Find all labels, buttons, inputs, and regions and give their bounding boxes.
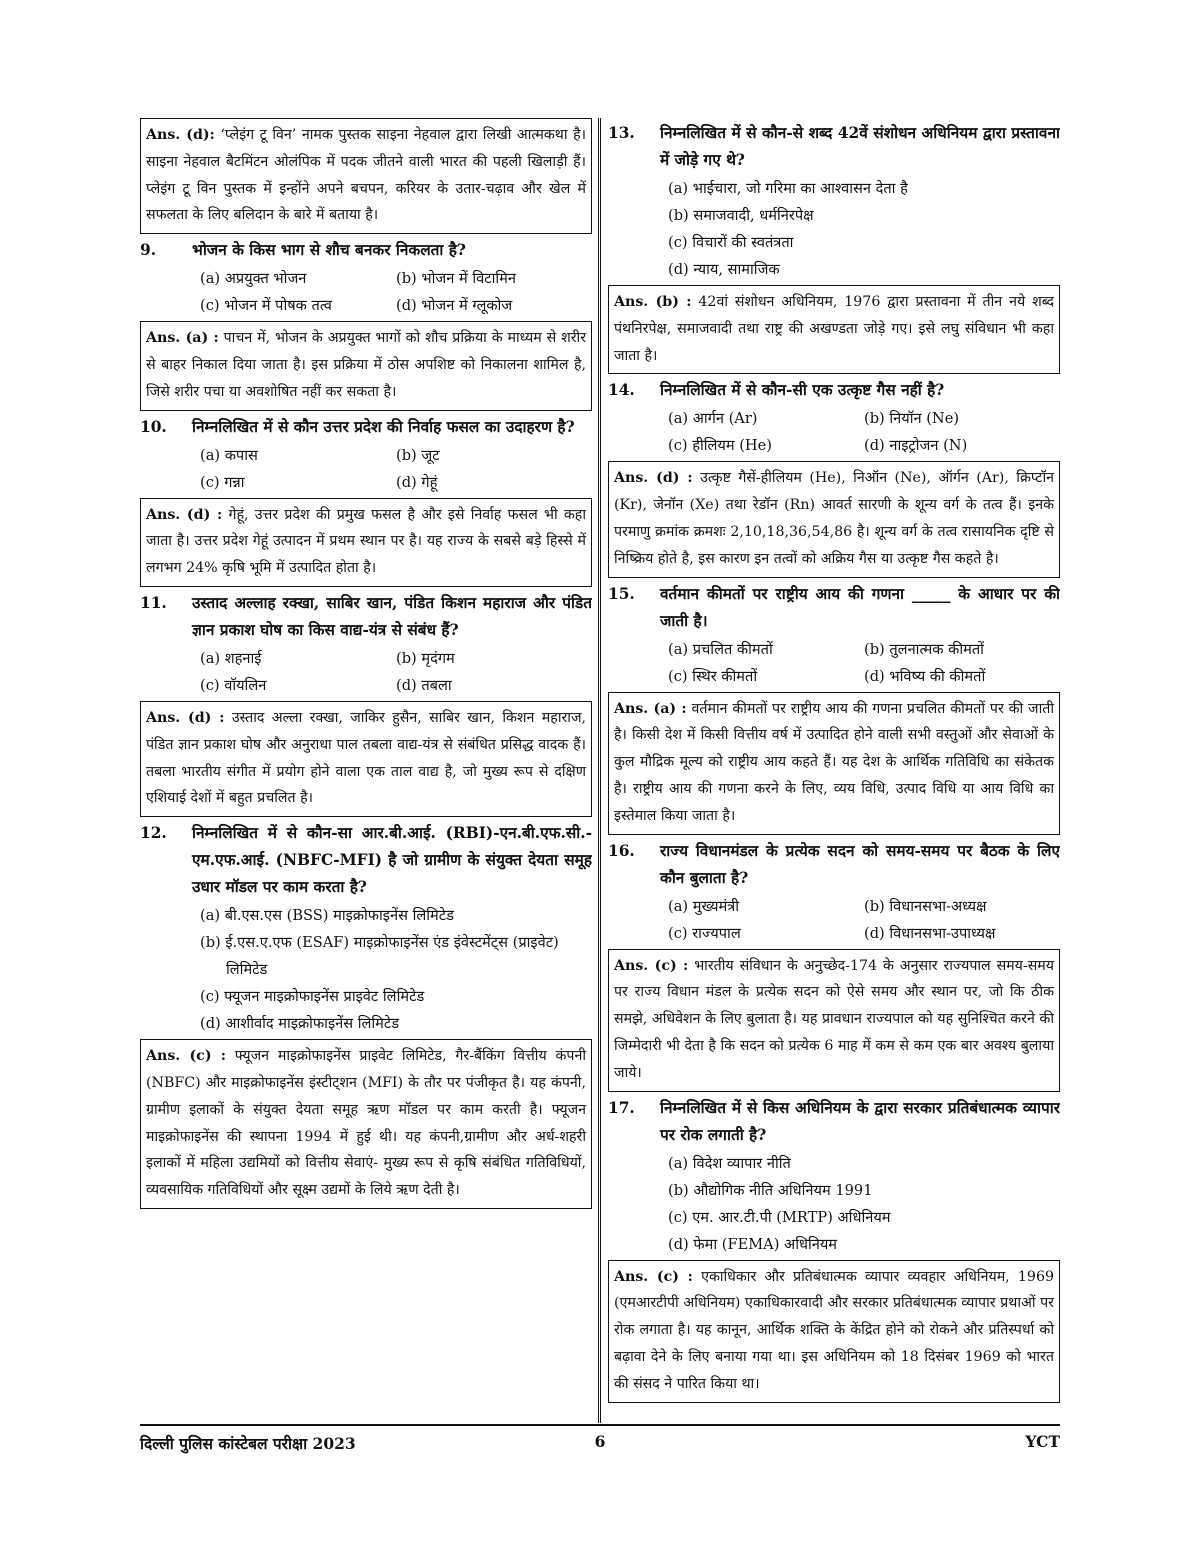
column-divider — [598, 118, 602, 1423]
answer-box — [608, 285, 1060, 374]
answer-box — [140, 321, 592, 410]
option: (d) आशीर्वाद माइक्रोफाइनेंस लिमिटेड — [200, 1015, 400, 1033]
answer-text: पाचन में, भोजन के अप्रयुक्त भागों को शौच प्रक्रिया के माध्यम से शरीर से बाहर निकाल दिया जाता है। इस प्रक्रिया में ठोस अपशिष्ट को निकालना शामिल है, जिसे शरीर पचा या अवशोषित नहीं कर सकता है। — [146, 330, 586, 400]
option: (a) बी.एस.एस (BSS) माइक्रोफाइनेंस लिमिटेड — [200, 907, 454, 925]
question-text: निम्नलिखित में से कौन-से शब्द 42वें संशोधन अधिनियम द्वारा प्रस्तावना में जोड़े गए थे? — [660, 124, 1060, 169]
option: (b) तुलनात्मक कीमतों — [864, 640, 984, 658]
question-text: निम्नलिखित में से कौन-सा आर.बी.आई. (RBI)-एन.बी.एफ.सी.- एम.एफ.आई. (NBFC-MFI) है जो ग्रामीण के संयुक्त देयता समूह उधार मॉडल पर काम करता है? — [192, 824, 592, 897]
question-number: 15. — [608, 584, 635, 603]
answer-text: फ्यूजन माइक्रोफाइनेंस प्राइवेट लिमिटेड, गैर-बैंकिंग वित्तीय कंपनी (NBFC) और माइक्रोफाइनेंस इंस्टीट्शन (MFI) के तौर पर पंजीकृत है। यह कंपनी, ग्रामीण इलाकों के संयुक्त देयता समूह ऋण मॉडल पर काम करती है। फ्यूजन माइक्रोफाइनेंस की स्थापना 1994 में हुई थी। यह कंपनी,ग्रामीण और अर्ध-शहरी इलाकों में महिला उद्यमियों को वित्तीय सेवाएं- मुख्य रूप से कृषि संबंधित गतिविधियों, व्यवसायिक गतिविधियों और सूक्ष्म उद्यमों के लिये ऋण देती है। — [146, 1048, 586, 1199]
option: (a) मुख्यमंत्री — [668, 897, 740, 915]
options-list — [608, 175, 1060, 283]
option: (d) तबला — [396, 676, 452, 694]
answer-box — [608, 949, 1060, 1092]
options-list — [608, 893, 1060, 947]
answer-box — [140, 498, 592, 587]
question-text: राज्य विधानमंडल के प्रत्येक सदन को समय-समय पर बैठक के लिए कौन बुलाता है? — [660, 841, 1060, 887]
answer-text: उत्कृष्ट गैसें-हीलियम (He), निऑन (Ne), ऑर्गन (Ar), क्रिप्टॉन (Kr), जेनॉन (Xe) तथा रेडॉन (Rn) आवर्त सारणी के शून्य वर्ग के तत्व हैं। इनके परमाणु क्रमांक क्रमशः 2,10,18,36,54,86 है। शून्य वर्ग के तत्व रासायनिक दृष्टि से निष्क्रिय होते है, इस कारण इन तत्वों को अक्रिय गैस या उत्कृष्ट गैस कहते है। — [614, 470, 1055, 567]
option: (c) विचारों की स्वतंत्रता — [668, 234, 794, 251]
question — [608, 581, 1060, 635]
option: (b) विधानसभा-अध्यक्ष — [864, 897, 987, 915]
option: (c) राज्यपाल — [668, 924, 741, 942]
option: (c) फ्यूजन माइक्रोफाइनेंस प्राइवेट लिमिटेड — [200, 988, 425, 1006]
options-list — [140, 645, 592, 699]
option: (a) विदेश व्यापार नीति — [668, 1154, 791, 1172]
option: (b) जूट — [396, 446, 440, 464]
answer-box — [608, 1260, 1060, 1403]
options-list — [140, 442, 592, 496]
option: (a) शहनाई — [200, 649, 262, 667]
answer-text: वर्तमान कीमतों पर राष्ट्रीय आय की गणना प्रचलित कीमतों पर की जाती है। किसी देश में किसी वित्तीय वर्ष में उत्पादित होने वाली सभी वस्तुओं और सेवाओं के कुल मौद्रिक मूल्य को राष्ट्रीय आय कहते हैं। यह देश के आर्थिक गतिविधि का संकेतक है। राष्ट्रीय आय की गणना करने के लिए, व्यय विधि, उत्पाद विधि या आय विधि का इस्तेमाल किया जाता है। — [614, 700, 1055, 824]
left-column — [140, 118, 592, 1423]
answer-label: Ans. (a) : — [614, 700, 687, 717]
question-text: भोजन के किस भाग से शौच बनकर निकलता है? — [192, 241, 466, 260]
answer-box — [608, 461, 1060, 577]
options-list — [608, 636, 1060, 690]
question-text: निम्नलिखित में से कौन उत्तर प्रदेश की निर्वाह फसल का उदाहरण है? — [192, 417, 575, 436]
footer-exam-title: दिल्ली पुलिस कांस्टेबल परीक्षा 2023 — [140, 1434, 356, 1453]
answer-label: Ans. (a) : — [146, 330, 219, 347]
question — [140, 237, 592, 264]
answer-label: Ans. (d) : — [146, 506, 223, 523]
answer-label: Ans. (d) : — [146, 709, 225, 726]
answer-label: Ans. (c) : — [146, 1048, 226, 1065]
answer-label: Ans. (d): — [146, 127, 215, 143]
option: (c) गन्ना — [200, 473, 245, 491]
option: (c) स्थिर कीमतों — [668, 667, 758, 685]
answer-text: एकाधिकार और प्रतिबंधात्मक व्यापार व्यवहार अधिनियम, 1969 (एमआरटीपी अधिनियम) एकाधिकारवादी और सरकार प्रतिबंधात्मक व्यापार प्रथाओं पर रोक लगाता है। यह कानून, आर्थिक शक्ति के केंद्रित होने को रोकने और प्रतिस्पर्धा को बढ़ावा देने के लिए बनाया गया था। इस अधिनियम को 18 दिसंबर 1969 को भारत की संसद ने पारित किया था। — [614, 1268, 1055, 1392]
answer-label: Ans. (c) : — [614, 957, 689, 974]
question-text: उस्ताद अल्लाह रक्खा, साबिर खान, पंडित किशन महाराज और पंडित ज्ञान प्रकाश घोष का किस वाद्य-यंत्र से संबंध हैं? — [192, 593, 592, 639]
right-column — [608, 118, 1060, 1423]
answer-text: उस्ताद अल्ला रक्खा, जाकिर हुसैन, साबिर खान, किशन महाराज, पंडित ज्ञान प्रकाश घोष और अनुराधा पाल तबला वाद्य-यंत्र से संबंधित प्रसिद्ध वादक हैं। तबला भारतीय संगीत में प्रयोग होने वाला एक ताल वाद्य है, जो मुख्य रूप से दक्षिण एशियाई देशों में बहुत प्रचलित है। — [146, 709, 587, 807]
option: (a) कपास — [200, 446, 258, 464]
question-number: 16. — [608, 841, 635, 860]
answer-label: Ans. (d) : — [614, 470, 693, 487]
option: (a) अप्रयुक्त भोजन — [200, 270, 307, 288]
options-list — [608, 1150, 1060, 1258]
option: (d) भविष्य की कीमतों — [864, 667, 986, 685]
answer-text: 42वां संशोधन अधिनियम, 1976 द्वारा प्रस्तावना में तीन नये शब्द पंथनिरपेक्ष, समाजवादी तथा राष्ट्र की अखण्डता जोड़े गए। इसे लघु संविधान भी कहा जाता है। — [614, 294, 1054, 364]
answer-label: Ans. (b) : — [614, 294, 692, 310]
answer-text: भारतीय संविधान के अनुच्छेद-174 के अनुसार राज्यपाल समय-समय पर राज्य विधान मंडल के प्रत्येक सदन को ऐसे समय और स्थान पर, जो कि ठीक समझे, अधिवेशन के लिए बुलाता है। यह प्रावधान राज्यपाल को यह सुनिश्चित करने की जिम्मेदारी भी देता है कि सदन को प्रत्येक 6 माह में कम से कम एक बार अवश्य बुलाया जाये। — [614, 957, 1054, 1081]
question-text: निम्नलिखित में से किस अधिनियम के द्वारा सरकार प्रतिबंधात्मक व्यापार पर रोक लगाती है? — [660, 1098, 1060, 1144]
question-number: 12. — [140, 824, 167, 843]
question — [140, 414, 592, 441]
option: (b) ई.एस.ए.एफ (ESAF) माइक्रोफाइनेंस एंड इंवेस्टमेंट्स (प्राइवेट) लिमिटेड — [200, 934, 559, 979]
option: (b) भोजन में विटामिन — [396, 270, 516, 288]
option: (a) आर्गन (Ar) — [668, 410, 758, 428]
option: (c) हीलियम (He) — [668, 437, 772, 455]
option: (d) विधानसभा-उपाध्यक्ष — [864, 924, 996, 942]
option: (b) नियॉन (Ne) — [864, 410, 960, 428]
answer-box — [140, 1039, 592, 1209]
answer-box — [608, 692, 1060, 835]
option: (a) भाईचारा, जो गरिमा का आश्वासन देता है — [668, 180, 908, 197]
question — [608, 1095, 1060, 1149]
answer-text: गेहूं, उत्तर प्रदेश की प्रमुख फसल है और इसे निर्वाह फसल भी कहा जाता है। उत्तर प्रदेश गेहूं उत्पादन में प्रथम स्थान पर है। यह राज्य के सबसे बड़े हिस्से में लगभग 24% कृषि भूमि में उत्पादित होता है। — [146, 506, 586, 577]
option: (d) गेहूं — [396, 473, 438, 491]
question-text: निम्नलिखित में से कौन-सी एक उत्कृष्ट गैस नहीं है? — [660, 381, 945, 400]
option: (a) प्रचलित कीमतों — [668, 640, 773, 658]
question-number: 10. — [140, 417, 167, 436]
page-footer — [140, 1424, 1060, 1453]
question-number: 9. — [140, 241, 157, 260]
answer-label: Ans. (c) : — [614, 1268, 693, 1285]
question-number: 17. — [608, 1098, 635, 1117]
footer-brand: YCT — [1025, 1432, 1060, 1451]
question — [608, 120, 1060, 174]
question — [608, 838, 1060, 892]
footer-page-number: 6 — [594, 1432, 606, 1451]
question-number: 11. — [140, 593, 167, 612]
question — [140, 590, 592, 644]
options-list — [140, 902, 592, 1037]
option: (d) फेमा (FEMA) अधिनियम — [668, 1235, 838, 1253]
option: (b) समाजवादी, धर्मनिरपेक्ष — [668, 207, 814, 224]
option: (b) औद्योगिक नीति अधिनियम 1991 — [668, 1181, 873, 1199]
options-list — [140, 265, 592, 319]
question-text: वर्तमान कीमतों पर राष्ट्रीय आय की गणना _____ के आधार पर की जाती है। — [660, 584, 1060, 630]
option: (b) मृदंगम — [396, 649, 455, 667]
answer-text: ‘प्लेइंग टू विन’ नामक पुस्तक साइना नेहवाल द्वारा लिखी आत्मकथा है। साइना नेहवाल बैटमिंटन ओलंपिक में पदक जीतने वाली भारत की पहली खिलाड़ी हैं। प्लेइंग टू विन पुस्तक में इन्होंने अपने बचपन, करियर के उतार-चढ़ाव और खेल में सफलता के लिए बलिदान के बारे में बताया है। — [146, 127, 586, 224]
question-number: 14. — [608, 381, 635, 400]
question — [140, 820, 592, 901]
option: (c) वॉयलिन — [200, 676, 267, 694]
answer-box — [140, 118, 592, 234]
question — [608, 377, 1060, 404]
options-list — [608, 405, 1060, 459]
option: (c) भोजन में पोषक तत्व — [200, 297, 332, 315]
question-number: 13. — [608, 124, 635, 142]
option: (c) एम. आर.टी.पी (MRTP) अधिनियम — [668, 1208, 891, 1226]
option: (d) नाइट्रोजन (N) — [864, 437, 968, 455]
page-content — [140, 118, 1060, 1423]
answer-box — [140, 701, 592, 817]
option: (d) भोजन में ग्लूकोज — [396, 297, 513, 315]
option: (d) न्याय, सामाजिक — [668, 261, 780, 278]
